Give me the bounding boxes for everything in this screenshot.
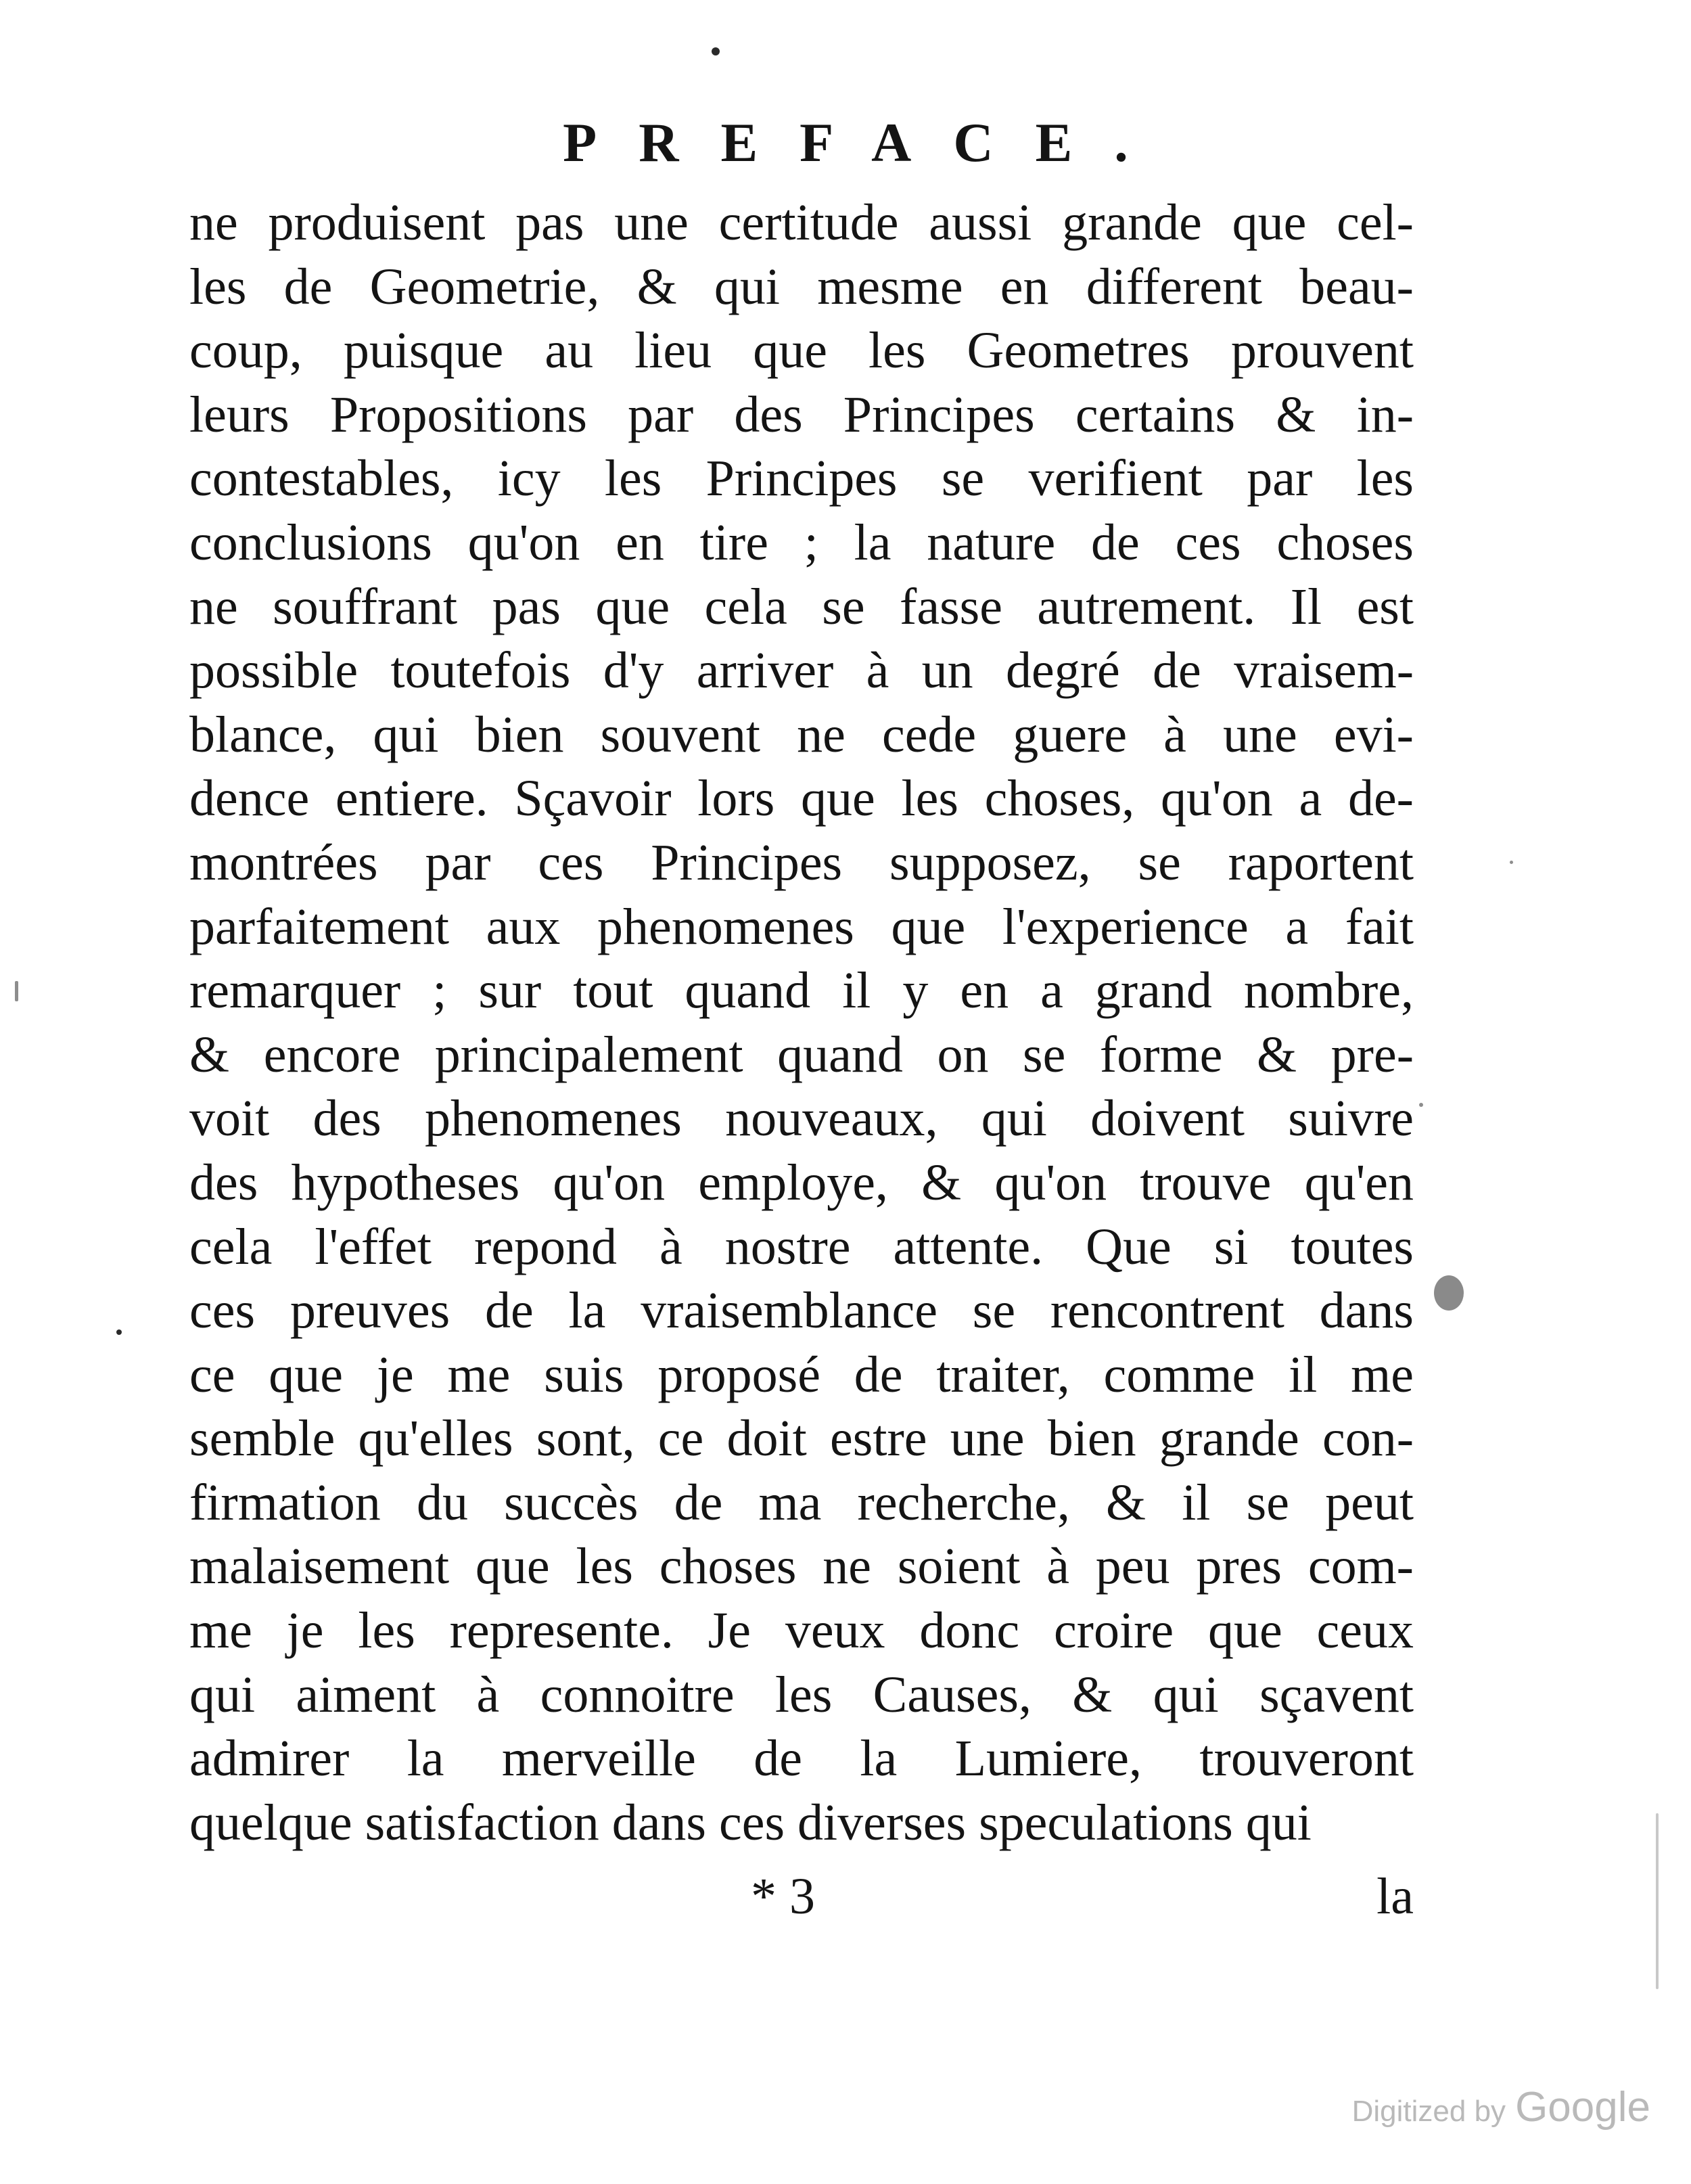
watermark-prefix: Digitized by — [1351, 2095, 1506, 2128]
text-line: dence entiere. Sçavoir lors que les choses, qu'on a de- — [189, 770, 1414, 827]
text-line: possible toutefois d'y arriver à un degré de vraisem- — [189, 642, 1414, 700]
ink-speck — [1656, 1813, 1659, 1989]
text-line: leurs Propositions par des Principes certains & in- — [189, 386, 1414, 443]
text-line: ne produisent pas une certitude aussi grande que cel- — [189, 194, 1414, 251]
body-text — [189, 191, 1414, 1855]
text-line: ces preuves de la vraisemblance se rencontrent dans — [189, 1282, 1414, 1340]
text-line: contestables, icy les Principes se verifient par les — [189, 450, 1414, 507]
ink-speck — [1434, 1275, 1464, 1311]
text-line: coup, puisque au lieu que les Geometres prouvent — [189, 322, 1414, 380]
text-line: les de Geometrie, & qui mesme en different beau- — [189, 258, 1414, 315]
text-line: remarquer ; sur tout quand il y en a grand nombre, — [189, 962, 1414, 1020]
text-line: semble qu'elles sont, ce doit estre une bien grande con- — [189, 1410, 1414, 1468]
text-line: conclusions qu'on en tire ; la nature de ces choses — [189, 514, 1414, 571]
text-line: des hypotheses qu'on employe, & qu'on trouve qu'en — [189, 1154, 1414, 1211]
ink-speck — [15, 981, 18, 1001]
text-line: blance, qui bien souvent ne cede guere à une evi- — [189, 706, 1414, 763]
text-line: parfaitement aux phenomenes que l'experience a fait — [189, 898, 1414, 955]
text-line: admirer la merveille de la Lumiere, trouveront — [189, 1730, 1414, 1788]
digitization-watermark — [1352, 2083, 1650, 2131]
text-line: ne souffrant pas que cela se fasse autrement. Il est — [189, 578, 1414, 635]
text-line: me je les represente. Je veux donc croire que ceux — [189, 1602, 1414, 1660]
ink-speck — [116, 1329, 122, 1335]
text-line: cela l'effet repond à nostre attente. Que si toutes — [189, 1218, 1414, 1275]
text-line: malaisement que les choses ne soient à peu pres com- — [189, 1538, 1414, 1595]
running-head: PREFACE. — [563, 112, 1170, 173]
text-line: quelque satisfaction dans ces diverses speculations qui — [189, 1794, 1312, 1851]
ink-speck — [1419, 1103, 1423, 1107]
text-line: firmation du succès de ma recherche, & il se peut — [189, 1474, 1414, 1531]
ink-speck — [712, 47, 720, 55]
text-line: qui aiment à connoitre les Causes, & qui sçavent — [189, 1666, 1414, 1723]
ink-speck — [1510, 861, 1513, 864]
text-line: voit des phenomenes nouveaux, qui doivent suivre — [189, 1090, 1414, 1147]
signature-mark: * 3 — [751, 1868, 815, 1925]
google-logo: Google — [1515, 2084, 1650, 2131]
text-line: ce que je me suis proposé de traiter, comme il me — [189, 1346, 1414, 1403]
text-line: montrées par ces Principes supposez, se raportent — [189, 834, 1414, 891]
text-line: & encore principalement quand on se forme & pre- — [189, 1026, 1414, 1083]
page-footer — [189, 1867, 1414, 1935]
catchword: la — [1376, 1868, 1414, 1925]
